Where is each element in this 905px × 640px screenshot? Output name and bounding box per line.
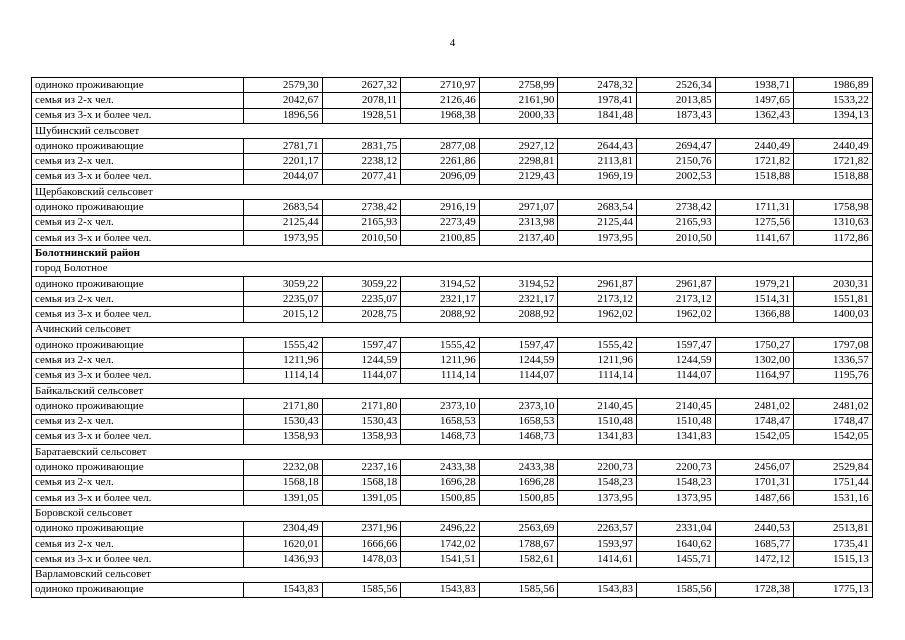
- value-cell: 1721,82: [715, 154, 794, 169]
- value-cell: 1358,93: [322, 429, 401, 444]
- value-cell: 2013,85: [636, 93, 715, 108]
- value-cell: 2129,43: [479, 169, 558, 184]
- value-cell: 2961,87: [636, 276, 715, 291]
- value-cell: 3059,22: [322, 276, 401, 291]
- value-cell: 2171,80: [322, 399, 401, 414]
- value-cell: 1455,71: [636, 552, 715, 567]
- table-row: [32, 200, 873, 215]
- value-cell: 2513,81: [794, 521, 873, 536]
- value-cell: 3194,52: [479, 276, 558, 291]
- value-cell: 1472,12: [715, 552, 794, 567]
- household-type-label: одиноко проживающие: [32, 139, 244, 154]
- value-cell: 1938,71: [715, 78, 794, 93]
- value-cell: 1701,31: [715, 475, 794, 490]
- value-cell: 2529,84: [794, 460, 873, 475]
- value-cell: 2165,93: [322, 215, 401, 230]
- value-cell: 2298,81: [479, 154, 558, 169]
- value-cell: 1582,61: [479, 552, 558, 567]
- value-cell: 2238,12: [322, 154, 401, 169]
- value-cell: 1341,83: [636, 429, 715, 444]
- table-row: [32, 460, 873, 475]
- table-row: [32, 429, 873, 444]
- value-cell: 2440,49: [794, 139, 873, 154]
- value-cell: 2927,12: [479, 139, 558, 154]
- table-row: [32, 414, 873, 429]
- value-cell: 1543,83: [558, 582, 637, 597]
- settlement-header-row: [32, 185, 873, 200]
- table-row: [32, 399, 873, 414]
- value-cell: 1436,93: [244, 552, 323, 567]
- table-row: [32, 552, 873, 567]
- district-name: Болотнинский район: [32, 246, 873, 261]
- value-cell: 2235,07: [244, 292, 323, 307]
- table-body: [32, 78, 873, 598]
- settlement-header-row: [32, 123, 873, 138]
- value-cell: 1543,83: [244, 582, 323, 597]
- value-cell: 2456,07: [715, 460, 794, 475]
- value-cell: 1114,14: [558, 368, 637, 383]
- value-cell: 2433,38: [401, 460, 480, 475]
- value-cell: 2140,45: [636, 399, 715, 414]
- value-cell: 2321,17: [401, 292, 480, 307]
- table-row: [32, 230, 873, 245]
- value-cell: 1391,05: [322, 491, 401, 506]
- settlement-header-row: [32, 506, 873, 521]
- value-cell: 1748,47: [794, 414, 873, 429]
- value-cell: 1310,63: [794, 215, 873, 230]
- value-cell: 2971,07: [479, 200, 558, 215]
- value-cell: 1302,00: [715, 353, 794, 368]
- value-cell: 1514,31: [715, 292, 794, 307]
- value-cell: 2579,30: [244, 78, 323, 93]
- table-row: [32, 154, 873, 169]
- household-type-label: семья из 2-х чел.: [32, 536, 244, 551]
- value-cell: 1195,76: [794, 368, 873, 383]
- value-cell: 1373,95: [558, 491, 637, 506]
- value-cell: 1597,47: [322, 338, 401, 353]
- value-cell: 2331,04: [636, 521, 715, 536]
- value-cell: 2371,96: [322, 521, 401, 536]
- table-row: [32, 108, 873, 123]
- value-cell: 1548,23: [636, 475, 715, 490]
- value-cell: 2002,53: [636, 169, 715, 184]
- value-cell: 2738,42: [322, 200, 401, 215]
- value-cell: 1728,38: [715, 582, 794, 597]
- value-cell: 2433,38: [479, 460, 558, 475]
- value-cell: 1542,05: [794, 429, 873, 444]
- value-cell: 1658,53: [401, 414, 480, 429]
- page-number: 4: [449, 37, 456, 49]
- household-type-label: семья из 3-х и более чел.: [32, 307, 244, 322]
- value-cell: 2030,31: [794, 276, 873, 291]
- value-cell: 1362,43: [715, 108, 794, 123]
- value-cell: 2150,76: [636, 154, 715, 169]
- settlement-header-row: [32, 261, 873, 276]
- table-row: [32, 78, 873, 93]
- value-cell: 1391,05: [244, 491, 323, 506]
- value-cell: 1928,51: [322, 108, 401, 123]
- household-type-label: одиноко проживающие: [32, 78, 244, 93]
- value-cell: 2961,87: [558, 276, 637, 291]
- value-cell: 1973,95: [244, 230, 323, 245]
- value-cell: 2173,12: [558, 292, 637, 307]
- value-cell: 1244,59: [479, 353, 558, 368]
- value-cell: 2088,92: [401, 307, 480, 322]
- value-cell: 2627,32: [322, 78, 401, 93]
- table-row: [32, 521, 873, 536]
- value-cell: 2683,54: [558, 200, 637, 215]
- value-cell: 2644,43: [558, 139, 637, 154]
- value-cell: 1497,65: [715, 93, 794, 108]
- district-header-row: [32, 246, 873, 261]
- settlement-name: Баратаевский сельсовет: [32, 445, 873, 460]
- value-cell: 1478,03: [322, 552, 401, 567]
- value-cell: 2096,09: [401, 169, 480, 184]
- table-row: [32, 368, 873, 383]
- value-cell: 1244,59: [636, 353, 715, 368]
- value-cell: 2738,42: [636, 200, 715, 215]
- value-cell: 1533,22: [794, 93, 873, 108]
- value-cell: 1500,85: [401, 491, 480, 506]
- value-cell: 1585,56: [322, 582, 401, 597]
- value-cell: 1358,93: [244, 429, 323, 444]
- value-cell: 2161,90: [479, 93, 558, 108]
- value-cell: 1518,88: [794, 169, 873, 184]
- value-cell: 1373,95: [636, 491, 715, 506]
- value-cell: 1758,98: [794, 200, 873, 215]
- table-row: [32, 536, 873, 551]
- value-cell: 1775,13: [794, 582, 873, 597]
- household-type-label: семья из 3-х и более чел.: [32, 230, 244, 245]
- value-cell: 2113,81: [558, 154, 637, 169]
- value-cell: 1551,81: [794, 292, 873, 307]
- value-cell: 1515,13: [794, 552, 873, 567]
- value-cell: 1748,47: [715, 414, 794, 429]
- value-cell: 1666,66: [322, 536, 401, 551]
- settlement-header-row: [32, 567, 873, 582]
- table-row: [32, 491, 873, 506]
- table-row: [32, 93, 873, 108]
- value-cell: 1986,89: [794, 78, 873, 93]
- value-cell: 2526,34: [636, 78, 715, 93]
- value-cell: 2100,85: [401, 230, 480, 245]
- value-cell: 1797,08: [794, 338, 873, 353]
- value-cell: 1518,88: [715, 169, 794, 184]
- value-cell: 1896,56: [244, 108, 323, 123]
- value-cell: 2126,46: [401, 93, 480, 108]
- settlement-name: Шубинский сельсовет: [32, 123, 873, 138]
- value-cell: 2478,32: [558, 78, 637, 93]
- value-cell: 1742,02: [401, 536, 480, 551]
- value-cell: 2261,86: [401, 154, 480, 169]
- value-cell: 1336,57: [794, 353, 873, 368]
- settlement-header-row: [32, 445, 873, 460]
- value-cell: 3194,52: [401, 276, 480, 291]
- value-cell: 2877,08: [401, 139, 480, 154]
- value-cell: 1394,13: [794, 108, 873, 123]
- household-type-label: семья из 2-х чел.: [32, 475, 244, 490]
- value-cell: 1597,47: [636, 338, 715, 353]
- value-cell: 1969,19: [558, 169, 637, 184]
- household-type-label: одиноко проживающие: [32, 200, 244, 215]
- table-row: [32, 215, 873, 230]
- value-cell: 2140,45: [558, 399, 637, 414]
- value-cell: 1468,73: [401, 429, 480, 444]
- value-cell: 2481,02: [715, 399, 794, 414]
- value-cell: 2710,97: [401, 78, 480, 93]
- value-cell: 2044,07: [244, 169, 323, 184]
- value-cell: 2042,67: [244, 93, 323, 108]
- value-cell: 2015,12: [244, 307, 323, 322]
- household-type-label: семья из 3-х и более чел.: [32, 108, 244, 123]
- household-type-label: семья из 3-х и более чел.: [32, 429, 244, 444]
- value-cell: 1244,59: [322, 353, 401, 368]
- value-cell: 1620,01: [244, 536, 323, 551]
- value-cell: 1414,61: [558, 552, 637, 567]
- value-cell: 2010,50: [636, 230, 715, 245]
- value-cell: 1585,56: [479, 582, 558, 597]
- table-row: [32, 307, 873, 322]
- settlement-name: город Болотное: [32, 261, 873, 276]
- value-cell: 1172,86: [794, 230, 873, 245]
- value-cell: 1968,38: [401, 108, 480, 123]
- household-type-label: семья из 2-х чел.: [32, 292, 244, 307]
- value-cell: 2232,08: [244, 460, 323, 475]
- value-cell: 2373,10: [401, 399, 480, 414]
- value-cell: 1510,48: [636, 414, 715, 429]
- table-row: [32, 276, 873, 291]
- value-cell: 2010,50: [322, 230, 401, 245]
- value-cell: 1751,44: [794, 475, 873, 490]
- value-cell: 1593,97: [558, 536, 637, 551]
- value-cell: 2563,69: [479, 521, 558, 536]
- value-cell: 1366,88: [715, 307, 794, 322]
- value-cell: 1788,67: [479, 536, 558, 551]
- value-cell: 1978,41: [558, 93, 637, 108]
- table-row: [32, 139, 873, 154]
- value-cell: 2200,73: [558, 460, 637, 475]
- value-cell: 2173,12: [636, 292, 715, 307]
- value-cell: 1211,96: [558, 353, 637, 368]
- value-cell: 2137,40: [479, 230, 558, 245]
- household-type-label: одиноко проживающие: [32, 276, 244, 291]
- household-type-label: одиноко проживающие: [32, 399, 244, 414]
- value-cell: 1962,02: [558, 307, 637, 322]
- value-cell: 1548,23: [558, 475, 637, 490]
- value-cell: 1400,03: [794, 307, 873, 322]
- household-type-label: семья из 2-х чел.: [32, 215, 244, 230]
- value-cell: 1973,95: [558, 230, 637, 245]
- value-cell: 2200,73: [636, 460, 715, 475]
- value-cell: 2165,93: [636, 215, 715, 230]
- settlement-name: Ачинский сельсовет: [32, 322, 873, 337]
- value-cell: 2273,49: [401, 215, 480, 230]
- value-cell: 2000,33: [479, 108, 558, 123]
- value-cell: 2781,71: [244, 139, 323, 154]
- settlement-header-row: [32, 383, 873, 398]
- value-cell: 2321,17: [479, 292, 558, 307]
- value-cell: 1841,48: [558, 108, 637, 123]
- value-cell: 2125,44: [244, 215, 323, 230]
- settlement-name: Байкальский сельсовет: [32, 383, 873, 398]
- value-cell: 1500,85: [479, 491, 558, 506]
- settlement-name: Боровской сельсовет: [32, 506, 873, 521]
- household-type-label: семья из 2-х чел.: [32, 353, 244, 368]
- value-cell: 1555,42: [244, 338, 323, 353]
- household-type-label: семья из 2-х чел.: [32, 93, 244, 108]
- value-cell: 1510,48: [558, 414, 637, 429]
- value-cell: 1144,07: [479, 368, 558, 383]
- value-cell: 2237,16: [322, 460, 401, 475]
- table-row: [32, 338, 873, 353]
- value-cell: 1114,14: [401, 368, 480, 383]
- value-cell: 1275,56: [715, 215, 794, 230]
- value-cell: 2077,41: [322, 169, 401, 184]
- table-row: [32, 353, 873, 368]
- value-cell: 2028,75: [322, 307, 401, 322]
- value-cell: 2313,98: [479, 215, 558, 230]
- household-type-label: семья из 3-х и более чел.: [32, 169, 244, 184]
- household-type-label: одиноко проживающие: [32, 521, 244, 536]
- value-cell: 1696,28: [479, 475, 558, 490]
- value-cell: 1487,66: [715, 491, 794, 506]
- table-row: [32, 582, 873, 597]
- value-cell: 1640,62: [636, 536, 715, 551]
- value-cell: 1144,07: [322, 368, 401, 383]
- value-cell: 2758,99: [479, 78, 558, 93]
- value-cell: 2304,49: [244, 521, 323, 536]
- value-cell: 1555,42: [558, 338, 637, 353]
- value-cell: 2235,07: [322, 292, 401, 307]
- value-cell: 1542,05: [715, 429, 794, 444]
- household-type-label: семья из 3-х и более чел.: [32, 368, 244, 383]
- value-cell: 1543,83: [401, 582, 480, 597]
- value-cell: 2125,44: [558, 215, 637, 230]
- value-cell: 2481,02: [794, 399, 873, 414]
- household-type-label: семья из 2-х чел.: [32, 414, 244, 429]
- value-cell: 2694,47: [636, 139, 715, 154]
- household-type-label: семья из 3-х и более чел.: [32, 491, 244, 506]
- value-cell: 2263,57: [558, 521, 637, 536]
- value-cell: 1658,53: [479, 414, 558, 429]
- value-cell: 1541,51: [401, 552, 480, 567]
- value-cell: 2683,54: [244, 200, 323, 215]
- household-type-label: одиноко проживающие: [32, 338, 244, 353]
- value-cell: 1211,96: [401, 353, 480, 368]
- value-cell: 1531,16: [794, 491, 873, 506]
- value-cell: 1530,43: [244, 414, 323, 429]
- value-cell: 2916,19: [401, 200, 480, 215]
- value-cell: 2171,80: [244, 399, 323, 414]
- settlement-name: Щербаковский сельсовет: [32, 185, 873, 200]
- value-cell: 1711,31: [715, 200, 794, 215]
- household-type-label: одиноко проживающие: [32, 582, 244, 597]
- value-cell: 1721,82: [794, 154, 873, 169]
- value-cell: 1468,73: [479, 429, 558, 444]
- value-cell: 2373,10: [479, 399, 558, 414]
- household-type-label: семья из 2-х чел.: [32, 154, 244, 169]
- table-row: [32, 169, 873, 184]
- value-cell: 1211,96: [244, 353, 323, 368]
- value-cell: 1696,28: [401, 475, 480, 490]
- value-cell: 1555,42: [401, 338, 480, 353]
- value-cell: 1144,07: [636, 368, 715, 383]
- settlement-header-row: [32, 322, 873, 337]
- value-cell: 1750,27: [715, 338, 794, 353]
- value-cell: 1979,21: [715, 276, 794, 291]
- settlement-name: Варламовский сельсовет: [32, 567, 873, 582]
- value-cell: 1164,97: [715, 368, 794, 383]
- value-cell: 2201,17: [244, 154, 323, 169]
- value-cell: 1585,56: [636, 582, 715, 597]
- value-cell: 1341,83: [558, 429, 637, 444]
- value-cell: 1141,67: [715, 230, 794, 245]
- value-cell: 2078,11: [322, 93, 401, 108]
- value-cell: 2496,22: [401, 521, 480, 536]
- table-row: [32, 292, 873, 307]
- value-cell: 1962,02: [636, 307, 715, 322]
- value-cell: 1114,14: [244, 368, 323, 383]
- value-cell: 2440,49: [715, 139, 794, 154]
- tariff-table: [31, 77, 873, 598]
- value-cell: 1568,18: [322, 475, 401, 490]
- household-type-label: семья из 3-х и более чел.: [32, 552, 244, 567]
- household-type-label: одиноко проживающие: [32, 460, 244, 475]
- value-cell: 1568,18: [244, 475, 323, 490]
- value-cell: 1685,77: [715, 536, 794, 551]
- value-cell: 3059,22: [244, 276, 323, 291]
- value-cell: 2088,92: [479, 307, 558, 322]
- value-cell: 1597,47: [479, 338, 558, 353]
- value-cell: 1530,43: [322, 414, 401, 429]
- value-cell: 2831,75: [322, 139, 401, 154]
- value-cell: 2440,53: [715, 521, 794, 536]
- table-row: [32, 475, 873, 490]
- value-cell: 1873,43: [636, 108, 715, 123]
- value-cell: 1735,41: [794, 536, 873, 551]
